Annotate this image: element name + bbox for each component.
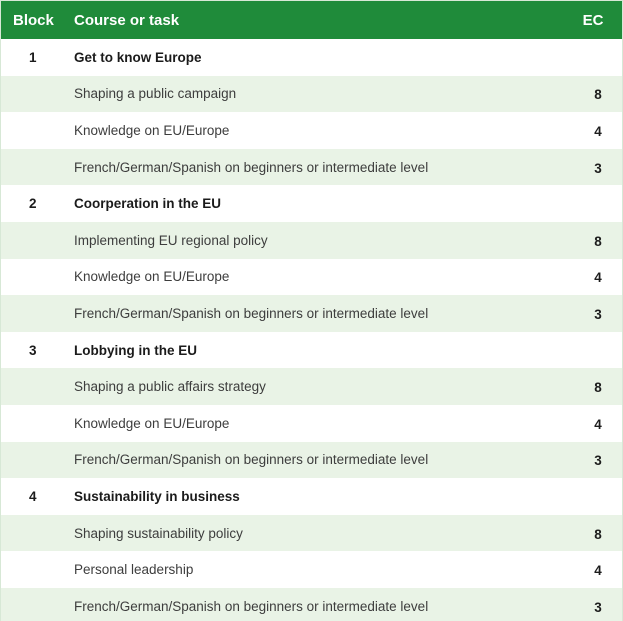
block-row xyxy=(1,185,622,222)
task-name: French/German/Spanish on beginners or intermediate level xyxy=(74,452,429,468)
header-course: Course or task xyxy=(74,11,180,29)
task-name: Shaping sustainability policy xyxy=(74,525,243,541)
task-ec: 3 xyxy=(594,453,602,469)
task-name: Knowledge on EU/Europe xyxy=(74,269,230,285)
task-name: Personal leadership xyxy=(74,562,194,578)
block-title: Sustainability in business xyxy=(74,488,240,504)
task-ec: 3 xyxy=(594,306,602,322)
task-row xyxy=(1,405,622,442)
block-row xyxy=(1,332,622,369)
task-name: French/German/Spanish on beginners or intermediate level xyxy=(74,305,429,321)
task-name: French/German/Spanish on beginners or intermediate level xyxy=(74,159,429,175)
block-number: 4 xyxy=(29,488,37,504)
task-ec: 8 xyxy=(594,233,602,249)
task-ec: 3 xyxy=(594,599,602,615)
header-block: Block xyxy=(13,11,54,29)
task-name: Implementing EU regional policy xyxy=(74,232,268,248)
task-ec: 4 xyxy=(594,416,602,432)
task-ec: 4 xyxy=(594,563,602,579)
task-ec: 4 xyxy=(594,123,602,139)
block-row xyxy=(1,478,622,515)
task-row xyxy=(1,588,622,621)
task-row xyxy=(1,149,622,186)
block-number: 3 xyxy=(29,342,37,358)
task-name: Knowledge on EU/Europe xyxy=(74,415,230,431)
task-row xyxy=(1,295,622,332)
task-ec: 4 xyxy=(594,270,602,286)
task-row xyxy=(1,368,622,405)
task-row xyxy=(1,442,622,479)
header-ec: EC xyxy=(582,11,604,29)
block-title: Get to know Europe xyxy=(74,49,202,65)
table-header xyxy=(1,1,622,39)
task-row xyxy=(1,259,622,296)
task-row xyxy=(1,515,622,552)
task-ec: 8 xyxy=(594,380,602,396)
block-title: Coorperation in the EU xyxy=(74,196,222,212)
task-row xyxy=(1,551,622,588)
task-ec: 3 xyxy=(594,160,602,176)
task-row xyxy=(1,112,622,149)
task-row xyxy=(1,76,622,113)
table-body xyxy=(1,39,622,621)
block-row xyxy=(1,39,622,76)
task-name: Shaping a public affairs strategy xyxy=(74,379,266,395)
block-number: 2 xyxy=(29,196,37,212)
task-ec: 8 xyxy=(594,526,602,542)
task-name: Shaping a public campaign xyxy=(74,86,237,102)
task-name: French/German/Spanish on beginners or intermediate level xyxy=(74,598,429,614)
task-row xyxy=(1,222,622,259)
block-title: Lobbying in the EU xyxy=(74,342,197,358)
block-number: 1 xyxy=(29,49,37,65)
task-name: Knowledge on EU/Europe xyxy=(74,122,230,138)
task-ec: 8 xyxy=(594,87,602,103)
